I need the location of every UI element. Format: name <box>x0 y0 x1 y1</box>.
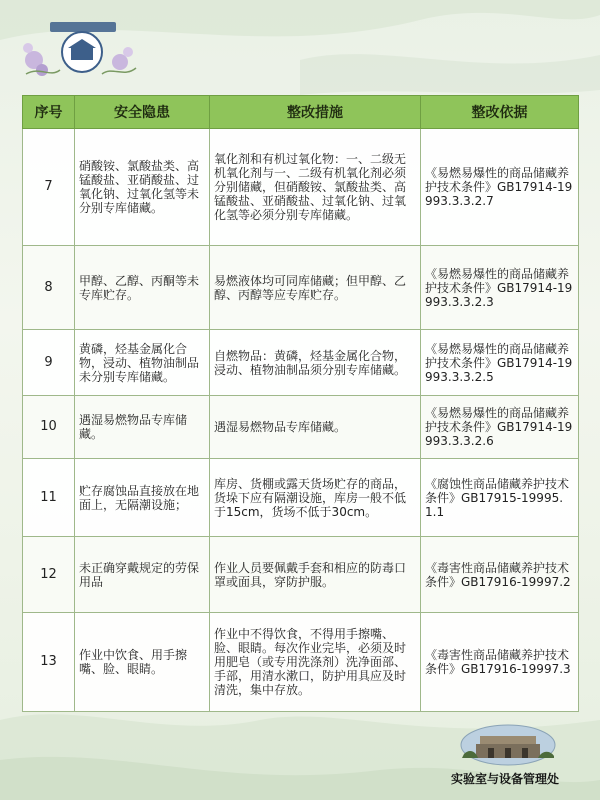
basis-cell: 《易燃易爆性的商品储藏养护技术条件》GB17914-19993.3.3.2.5 <box>421 330 579 396</box>
measure-cell: 作业中不得饮食，不得用手擦嘴、脸、眼睛。每次作业完毕，必须及时用肥皂（或专用洗涤剂）洗净面部、手部，用清水漱口，防护用具应及时清洗，集中存放。 <box>210 613 421 712</box>
hazard-cell: 作业中饮食、用手擦嘴、脸、眼睛。 <box>75 613 210 712</box>
row-number: 7 <box>23 129 75 246</box>
row-number: 11 <box>23 459 75 537</box>
university-seal-icon <box>20 8 140 86</box>
hazard-cell: 贮存腐蚀品直接放在地面上，无隔潮设施； <box>75 459 210 537</box>
table-row <box>23 246 579 330</box>
row-number: 9 <box>23 330 75 396</box>
table-row <box>23 330 579 396</box>
row-number: 8 <box>23 246 75 330</box>
table-row <box>23 396 579 459</box>
hazard-cell: 甲醇、乙醇、丙酮等未专库贮存。 <box>75 246 210 330</box>
table-header-row <box>23 96 579 129</box>
basis-cell: 《毒害性商品储藏养护技术条件》GB17916-19997.2 <box>421 537 579 613</box>
department-footer: 实验室与设备管理处 <box>450 772 559 786</box>
campus-gate-icon <box>460 724 556 766</box>
basis-cell: 《易燃易爆性的商品储藏养护技术条件》GB17914-19993.3.3.2.7 <box>421 129 579 246</box>
measure-cell: 氧化剂和有机过氧化物：一、二级无机氧化剂与一、二级有机氧化剂必须分别储藏，但硝酸铵、氯酸盐类、高锰酸盐、亚硝酸盐、过氧化钠、过氧化氢等必须分别专库储藏。 <box>210 129 421 246</box>
basis-cell: 《腐蚀性商品储藏养护技术条件》GB17915-19995.1.1 <box>421 459 579 537</box>
table-row <box>23 613 579 712</box>
header-hazard: 安全隐患 <box>75 96 210 129</box>
table-row <box>23 129 579 246</box>
row-number: 10 <box>23 396 75 459</box>
row-number: 12 <box>23 537 75 613</box>
hazard-cell: 遇湿易燃物品专库储藏。 <box>75 396 210 459</box>
hazard-cell: 未正确穿戴规定的劳保用品 <box>75 537 210 613</box>
hazard-cell: 黄磷，烃基金属化合物，浸动、植物油制品未分别专库储藏。 <box>75 330 210 396</box>
header-no: 序号 <box>23 96 75 129</box>
basis-cell: 《易燃易爆性的商品储藏养护技术条件》GB17914-19993.3.3.2.6 <box>421 396 579 459</box>
basis-cell: 《毒害性商品储藏养护技术条件》GB17916-19997.3 <box>421 613 579 712</box>
hazard-cell: 硝酸铵、氯酸盐类、高锰酸盐、亚硝酸盐、过氧化钠、过氧化氢等未分别专库储藏。 <box>75 129 210 246</box>
measure-cell: 库房、货棚或露天货场贮存的商品，货垛下应有隔潮设施，库房一般不低于15cm，货场不低于30cm。 <box>210 459 421 537</box>
measure-cell: 作业人员要佩戴手套和相应的防毒口罩或面具，穿防护服。 <box>210 537 421 613</box>
table-row <box>23 537 579 613</box>
table-row <box>23 459 579 537</box>
rectification-table-container <box>22 95 578 712</box>
measure-cell: 遇湿易燃物品专库储藏。 <box>210 396 421 459</box>
measure-cell: 易燃液体均可同库储藏；但甲醇、乙醇、丙醇等应专库贮存。 <box>210 246 421 330</box>
measure-cell: 自燃物品：黄磷，烃基金属化合物，浸动、植物油制品须分别专库储藏。 <box>210 330 421 396</box>
row-number: 13 <box>23 613 75 712</box>
rectification-table <box>22 95 579 712</box>
basis-cell: 《易燃易爆性的商品储藏养护技术条件》GB17914-19993.3.3.2.3 <box>421 246 579 330</box>
header-measure: 整改措施 <box>210 96 421 129</box>
header-basis: 整改依据 <box>421 96 579 129</box>
